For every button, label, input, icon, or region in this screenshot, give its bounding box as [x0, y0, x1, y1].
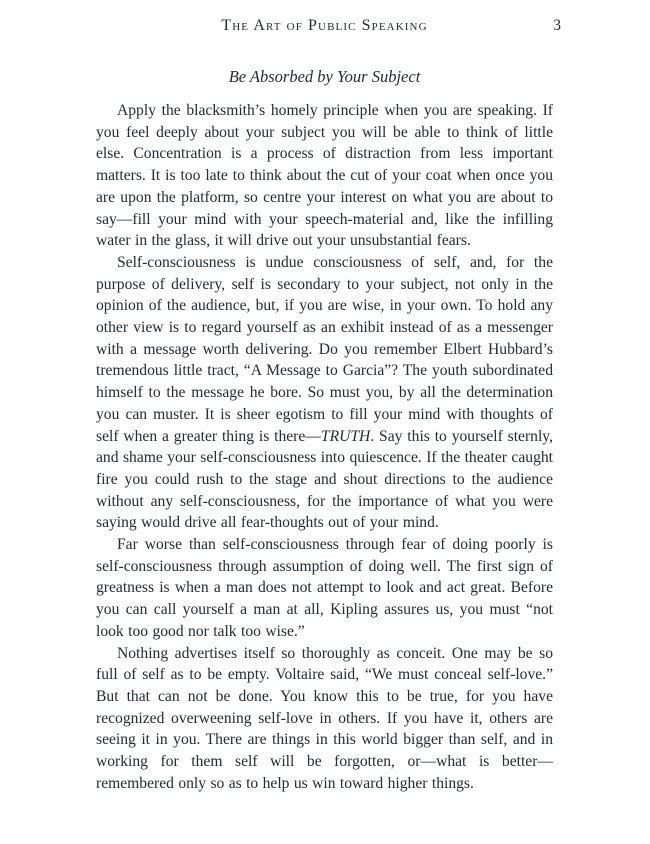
body-text	[96, 100, 553, 795]
running-head-title: The Art of Public Speaking	[221, 17, 428, 34]
italic-run: TRUTH	[320, 427, 371, 445]
section-title: Be Absorbed by Your Subject	[228, 67, 421, 86]
text-run: Nothing advertises itself so thoroughly as conceit. One may be so full of self as to be empty. Voltaire said, “We must conceal self-love.” But that can not be done. You know this to be true, for you have recognized overweening self-love in others. If you have it, others are seeing it in you. There are things in this world bigger than self, and in working for them self will be forgotten, or—what is better—remembered only so as to help us win toward higher things.	[96, 644, 553, 792]
text-run: Apply the blacksmith’s homely principle when you are speaking. If you feel deeply about your subject you will be able to think of little else. Concentration is a process of distraction from less important matters. It is too late to think about the cut of your coat when once you are upon the platform, so centre your interest on what you are about to say—fill your mind with your speech-material and, like the infilling water in the glass, it will drive out your unsubstantial fears.	[96, 102, 553, 250]
paragraph	[96, 534, 553, 643]
text-run: . Say this to yourself sternly, and shame your self-consciousness into quiescence. If the theater caught fire you could rush to the stage and shout directions to the audience without any self-consciousness, for the importance of what you were saying would drive all fear-thoughts out of your mind.	[96, 427, 553, 532]
paragraph	[96, 643, 553, 795]
paragraph	[96, 252, 553, 534]
page-number: 3	[553, 17, 561, 34]
text-run: Self-consciousness is undue consciousness of self, and, for the purpose of delivery, self is secondary to your subject, not only in the opinion of the audience, but, if you are wise, in your own. To hold any other view is to regard yourself as an exhibit instead of as a messenger with a message worth delivering. Do you remember Elbert Hubbard’s tremendous little tract, “A Message to Garcia”? The youth subordinated himself to the message he bore. So must you, by all the determination you can muster. It is sheer egotism to fill your mind with thoughts of self when a greater thing is there—	[96, 253, 553, 445]
paragraph	[96, 100, 553, 252]
text-run: Far worse than self-consciousness through fear of doing poorly is self-consciousness through assumption of doing well. The first sign of greatness is when a man does not attempt to look and act great. Before you can call yourself a man at all, Kipling assures us, you must “not look too good nor talk too wise.”	[96, 536, 553, 640]
running-head-row	[96, 16, 561, 38]
